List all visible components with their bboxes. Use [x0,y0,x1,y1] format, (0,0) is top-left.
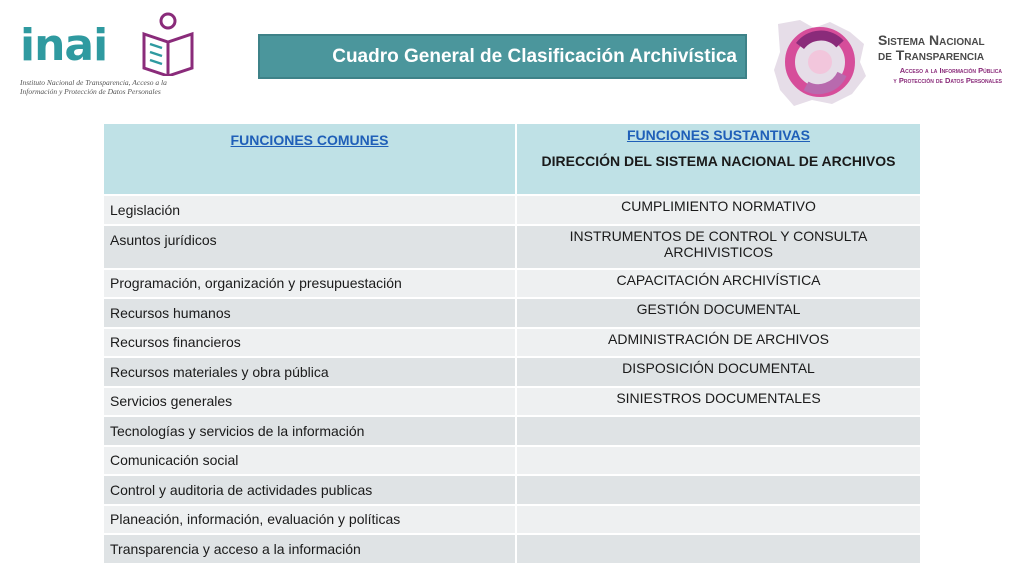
substantive-function-cell: GESTIÓN DOCUMENTAL [517,299,920,329]
table-row [104,417,920,447]
table-row [104,226,920,270]
table-row [104,270,920,300]
substantive-function-cell [517,535,920,565]
table-row [104,506,920,536]
substantive-function-cell: SINIESTROS DOCUMENTALES [517,388,920,418]
substantive-function-cell: CAPACITACIÓN ARCHIVÍSTICA [517,270,920,300]
table-row [104,388,920,418]
inai-logo-subtitle: Instituto Nacional de Transparencia, Acceso a la Información y Protección de Datos Personales [20,78,167,96]
table-row [104,447,920,477]
common-functions-link[interactable]: FUNCIONES COMUNES [230,132,389,148]
table-row [104,476,920,506]
common-function-cell: Comunicación social [104,447,517,477]
substantive-function-cell [517,417,920,447]
substantive-functions-link[interactable]: FUNCIONES SUSTANTIVAS [626,127,811,143]
common-function-cell: Control y auditoria de actividades publicas [104,476,517,506]
book-person-icon [138,12,194,76]
inai-logo-wordmark: inai [20,20,108,71]
substantive-function-cell: CUMPLIMIENTO NORMATIVO [517,196,920,226]
common-function-cell: Recursos humanos [104,299,517,329]
directorate-heading: DIRECCIÓN DEL SISTEMA NACIONAL DE ARCHIVOS [541,153,896,169]
common-function-cell: Servicios generales [104,388,517,418]
table-row [104,299,920,329]
header-substantive-cell [517,124,920,196]
table-row [104,329,920,359]
common-function-cell: Transparencia y acceso a la información [104,535,517,565]
snt-logo-title: Sistema Nacional de Transparencia [878,32,985,63]
substantive-function-cell: INSTRUMENTOS DE CONTROL Y CONSULTA ARCHIVISTICOS [517,226,920,270]
title-banner [258,34,747,79]
snt-logo-subtitle: Acceso a la Información Pública y Protección de Datos Personales [893,66,1002,85]
classification-table [104,124,920,565]
substantive-function-cell: ADMINISTRACIÓN DE ARCHIVOS [517,329,920,359]
table-row [104,358,920,388]
substantive-function-cell [517,447,920,477]
substantive-function-cell: DISPOSICIÓN DOCUMENTAL [517,358,920,388]
substantive-function-cell [517,476,920,506]
header-common-cell [104,124,517,196]
common-function-cell: Recursos financieros [104,329,517,359]
table-row [104,196,920,226]
common-function-cell: Planeación, información, evaluación y políticas [104,506,517,536]
common-function-cell: Tecnologías y servicios de la información [104,417,517,447]
common-function-cell: Recursos materiales y obra pública [104,358,517,388]
snt-logo [770,14,1010,110]
snt-emblem-icon [770,14,870,110]
common-function-cell: Asuntos jurídicos [104,226,517,270]
substantive-function-cell [517,506,920,536]
table-row [104,535,920,565]
table-header-row [104,124,920,196]
inai-logo [20,12,180,98]
page-title: Cuadro General de Clasificación Archivística [332,46,737,67]
common-function-cell: Legislación [104,196,517,226]
common-function-cell: Programación, organización y presupuestación [104,270,517,300]
